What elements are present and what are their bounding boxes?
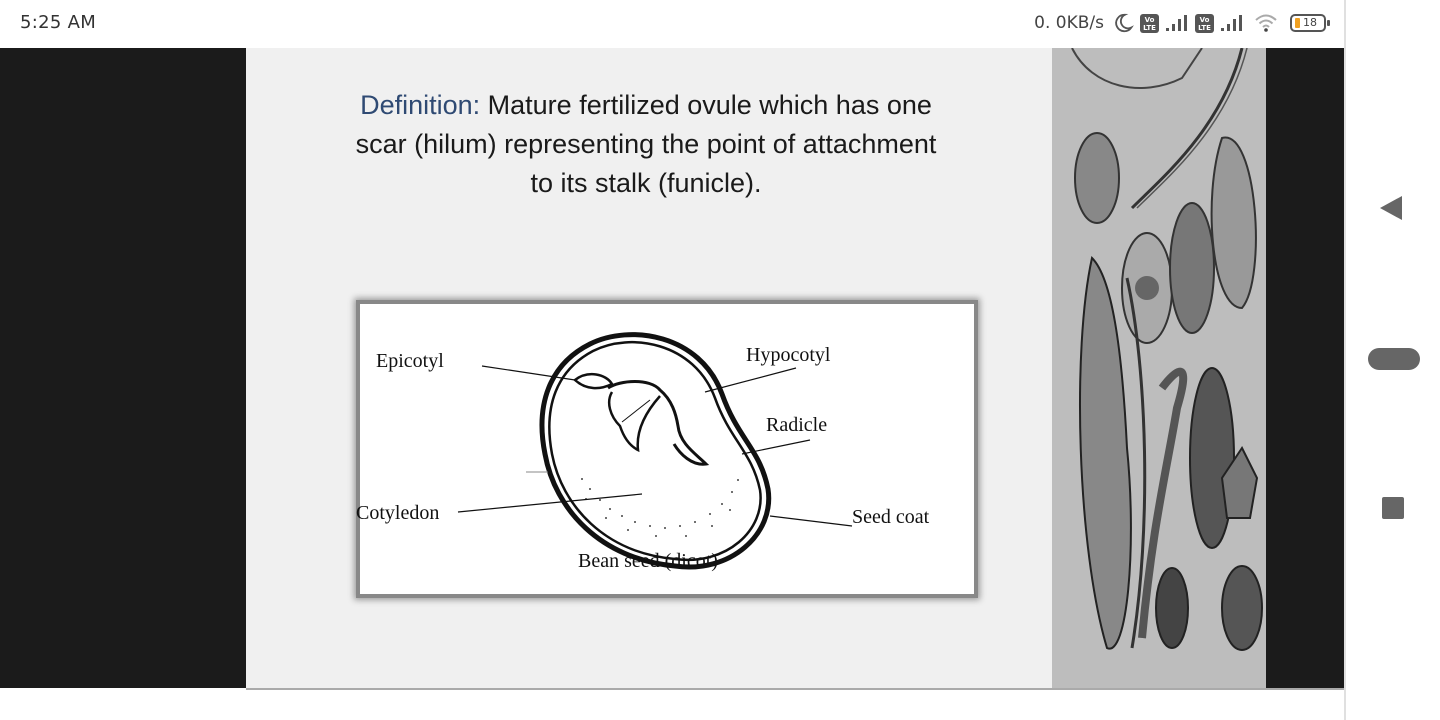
label-hypocotyl: Hypocotyl xyxy=(746,344,831,366)
definition-line2: scar (hilum) representing the point of attachment xyxy=(355,129,937,159)
status-bar xyxy=(0,0,1344,48)
bean-seed-diagram xyxy=(356,300,978,598)
label-seed-coat: Seed coat xyxy=(852,506,930,528)
label-cotyledon: Cotyledon xyxy=(356,502,440,524)
home-button-pill-icon[interactable] xyxy=(1368,348,1420,370)
navigation-bar xyxy=(1344,0,1440,720)
battery-fill xyxy=(1295,18,1300,28)
label-epicotyl: Epicotyl xyxy=(376,350,444,372)
definition-text xyxy=(296,86,996,203)
recents-button-square-icon[interactable] xyxy=(1382,497,1404,519)
wifi-icon xyxy=(1254,13,1278,33)
slide-bottom-edge xyxy=(246,688,1344,690)
status-time: 5:25 AM xyxy=(20,12,97,33)
seed-engravings-illustration xyxy=(1052,48,1266,688)
volte-icon: Vo LTE xyxy=(1195,14,1214,33)
network-speed: 0. 0KB/s xyxy=(1034,13,1104,33)
definition-line3: to its stalk (funicle). xyxy=(530,168,762,198)
seed-engravings-drawing xyxy=(1052,48,1266,688)
do-not-disturb-moon-icon xyxy=(1112,12,1134,34)
slide-viewer[interactable] xyxy=(0,48,1344,688)
presentation-slide[interactable] xyxy=(246,48,1266,688)
volte-icon: Vo LTE xyxy=(1140,14,1159,33)
back-button-triangle-icon[interactable] xyxy=(1380,196,1402,220)
battery-level: 18 xyxy=(1303,16,1317,29)
label-radicle: Radicle xyxy=(766,414,828,436)
definition-term: Definition: xyxy=(360,90,481,120)
definition-line1: Mature fertilized ovule which has one xyxy=(480,90,932,120)
battery-icon xyxy=(1290,14,1326,32)
signal-bars-icon xyxy=(1165,14,1189,32)
signal-bars-icon xyxy=(1220,14,1244,32)
diagram-caption: Bean seed (dicot) xyxy=(578,550,718,572)
status-icons xyxy=(1034,10,1326,36)
